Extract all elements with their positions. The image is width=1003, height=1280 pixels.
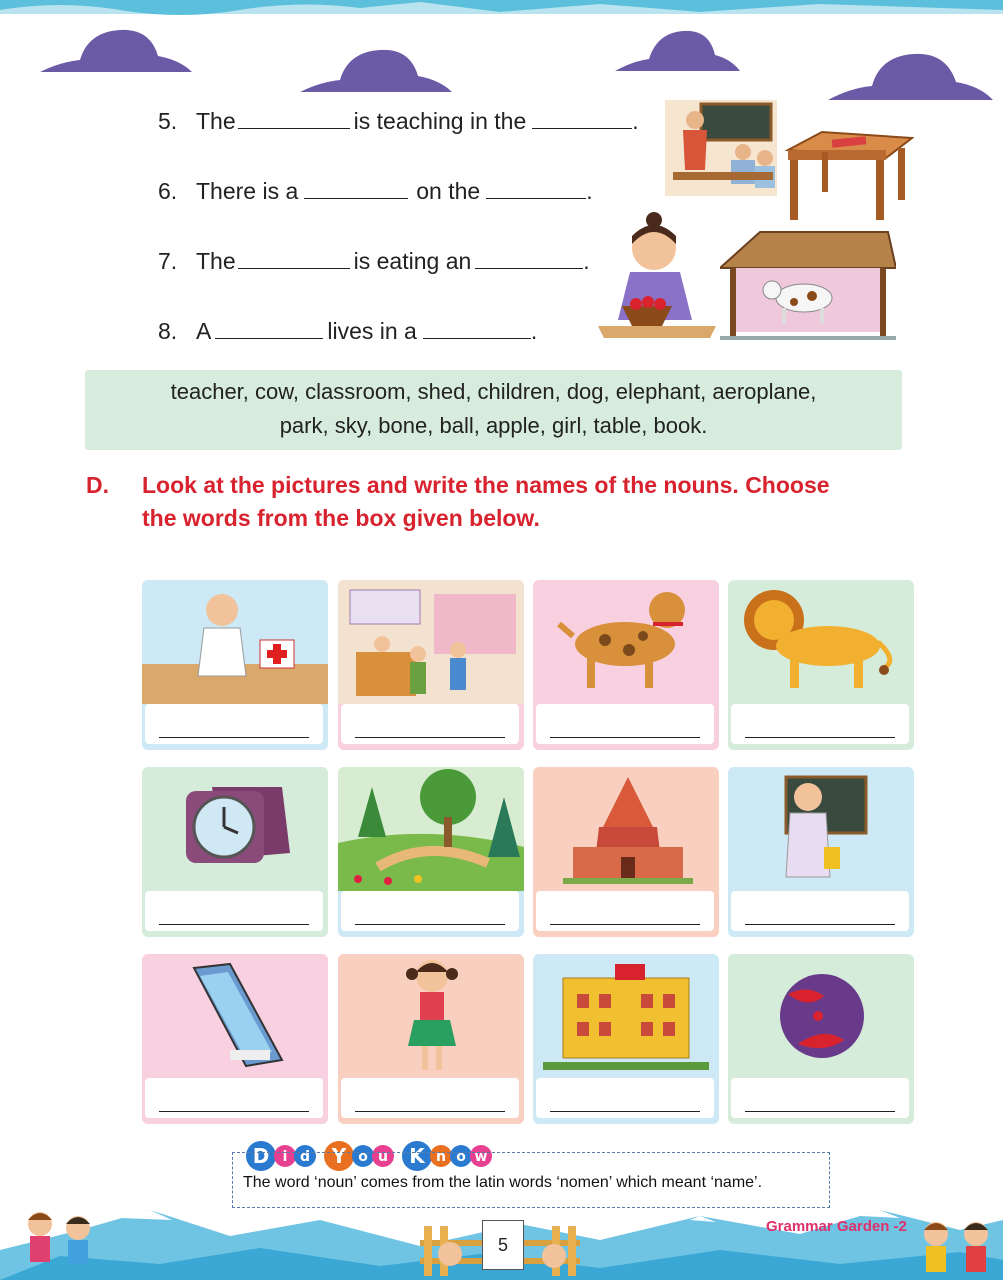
sentence-text: . [583, 248, 590, 274]
picture-card [338, 580, 524, 750]
sentence-text: is teaching in the [353, 108, 527, 134]
sentence-text: The [196, 248, 236, 274]
heading-letter: i [282, 1149, 288, 1165]
answer-line [355, 737, 505, 738]
mobile-phone-icon [142, 954, 328, 1078]
answer-field[interactable] [731, 1078, 909, 1118]
sentence-number: 6. [158, 178, 178, 204]
answer-line [159, 737, 309, 738]
answer-field[interactable] [145, 704, 323, 744]
heading-letter: o [456, 1149, 466, 1165]
answer-blank[interactable] [475, 250, 583, 269]
heading-letter: o [358, 1149, 368, 1165]
answer-line [550, 1111, 700, 1112]
sentence-text: There is a [196, 178, 299, 204]
sentence-text: A [196, 318, 212, 344]
girl-eating-apple-illustration [596, 210, 720, 340]
answer-line [550, 737, 700, 738]
sentence-8 [158, 318, 537, 345]
section-letter: D. [86, 472, 109, 498]
picture-card [142, 954, 328, 1124]
park-icon [338, 767, 524, 891]
sentence-number: 8. [158, 318, 178, 344]
sentence-6 [158, 178, 593, 205]
heading-letter: n [436, 1149, 446, 1165]
answer-field[interactable] [536, 704, 714, 744]
picture-card [533, 580, 719, 750]
sentence-text: on the [416, 178, 481, 204]
sentence-text: . [530, 318, 538, 344]
picture-card [338, 954, 524, 1124]
answer-line [355, 1111, 505, 1112]
children-cartoon-icon [912, 1218, 1000, 1280]
temple-icon [533, 767, 719, 891]
section-instruction-line: Look at the pictures and write the names of the nouns. Choose [142, 472, 830, 498]
answer-blank[interactable] [486, 180, 586, 199]
table-book-illustration [782, 128, 914, 224]
answer-field[interactable] [145, 891, 323, 931]
doctor-icon [142, 580, 328, 704]
sentence-number: 7. [158, 248, 178, 274]
word-box-line: teacher, cow, classroom, shed, children, dog, elephant, aeroplane, [170, 379, 817, 404]
sentence-text: The [196, 108, 236, 134]
answer-line [745, 737, 895, 738]
clock-icon [142, 767, 328, 891]
answer-blank[interactable] [532, 110, 632, 129]
picture-card [533, 954, 719, 1124]
heading-letter: d [299, 1149, 311, 1165]
answer-line [355, 924, 505, 925]
answer-blank[interactable] [215, 320, 323, 339]
ball-icon [728, 954, 914, 1078]
cloud-icon [828, 46, 993, 102]
top-wave-decoration [0, 0, 1003, 20]
answer-line [159, 1111, 309, 1112]
answer-field[interactable] [341, 1078, 519, 1118]
heading-letter: u [378, 1149, 388, 1165]
school-building-icon [533, 954, 719, 1078]
answer-field[interactable] [536, 891, 714, 931]
sentence-text: is eating an [353, 248, 472, 274]
cow-shed-illustration [720, 228, 896, 340]
answer-field[interactable] [341, 704, 519, 744]
heading-letter: K [409, 1144, 425, 1168]
picture-card [533, 767, 719, 937]
word-box [85, 370, 902, 450]
sentence-text: . [586, 178, 593, 204]
answer-blank[interactable] [304, 180, 408, 199]
heading-letter: Y [331, 1144, 347, 1168]
answer-field[interactable] [536, 1078, 714, 1118]
answer-field[interactable] [731, 891, 909, 931]
picture-card [728, 767, 914, 937]
answer-line [745, 1111, 895, 1112]
answer-line [550, 924, 700, 925]
answer-field[interactable] [731, 704, 909, 744]
picture-card [728, 954, 914, 1124]
dog-icon [533, 580, 719, 704]
lion-icon [728, 580, 914, 704]
answer-blank[interactable] [423, 320, 531, 339]
heading-letter: w [474, 1149, 488, 1165]
cloud-icon [300, 42, 452, 94]
picture-card [142, 767, 328, 937]
answer-blank[interactable] [238, 250, 350, 269]
classroom-illustration [665, 100, 777, 196]
picture-card [142, 580, 328, 750]
page-number: 5 [482, 1220, 524, 1270]
girl-icon [338, 954, 524, 1078]
children-cartoon-icon [18, 1206, 102, 1280]
heading-letter: D [252, 1144, 270, 1168]
answer-blank[interactable] [238, 110, 350, 129]
sentence-number: 5. [158, 108, 178, 134]
sentence-7 [158, 248, 590, 275]
picture-card [338, 767, 524, 937]
did-you-know-text: The word ‘noun’ comes from the latin words ‘nomen’ which meant ‘name’. [243, 1174, 763, 1191]
cloud-icon [40, 22, 192, 74]
word-box-line: park, sky, bone, ball, apple, girl, table, book. [279, 413, 708, 438]
picture-card [728, 580, 914, 750]
section-instruction-line: the words from the box given below. [142, 505, 540, 531]
sentence-text: . [632, 108, 639, 134]
cloud-icon [615, 25, 740, 73]
answer-field[interactable] [341, 891, 519, 931]
book-title: Grammar Garden -2 [766, 1218, 907, 1235]
market-icon [338, 580, 524, 704]
answer-line [159, 924, 309, 925]
teacher-icon [728, 767, 914, 891]
answer-field[interactable] [145, 1078, 323, 1118]
answer-line [745, 924, 895, 925]
sentence-5 [158, 108, 639, 135]
sentence-text: lives in a [327, 318, 417, 344]
